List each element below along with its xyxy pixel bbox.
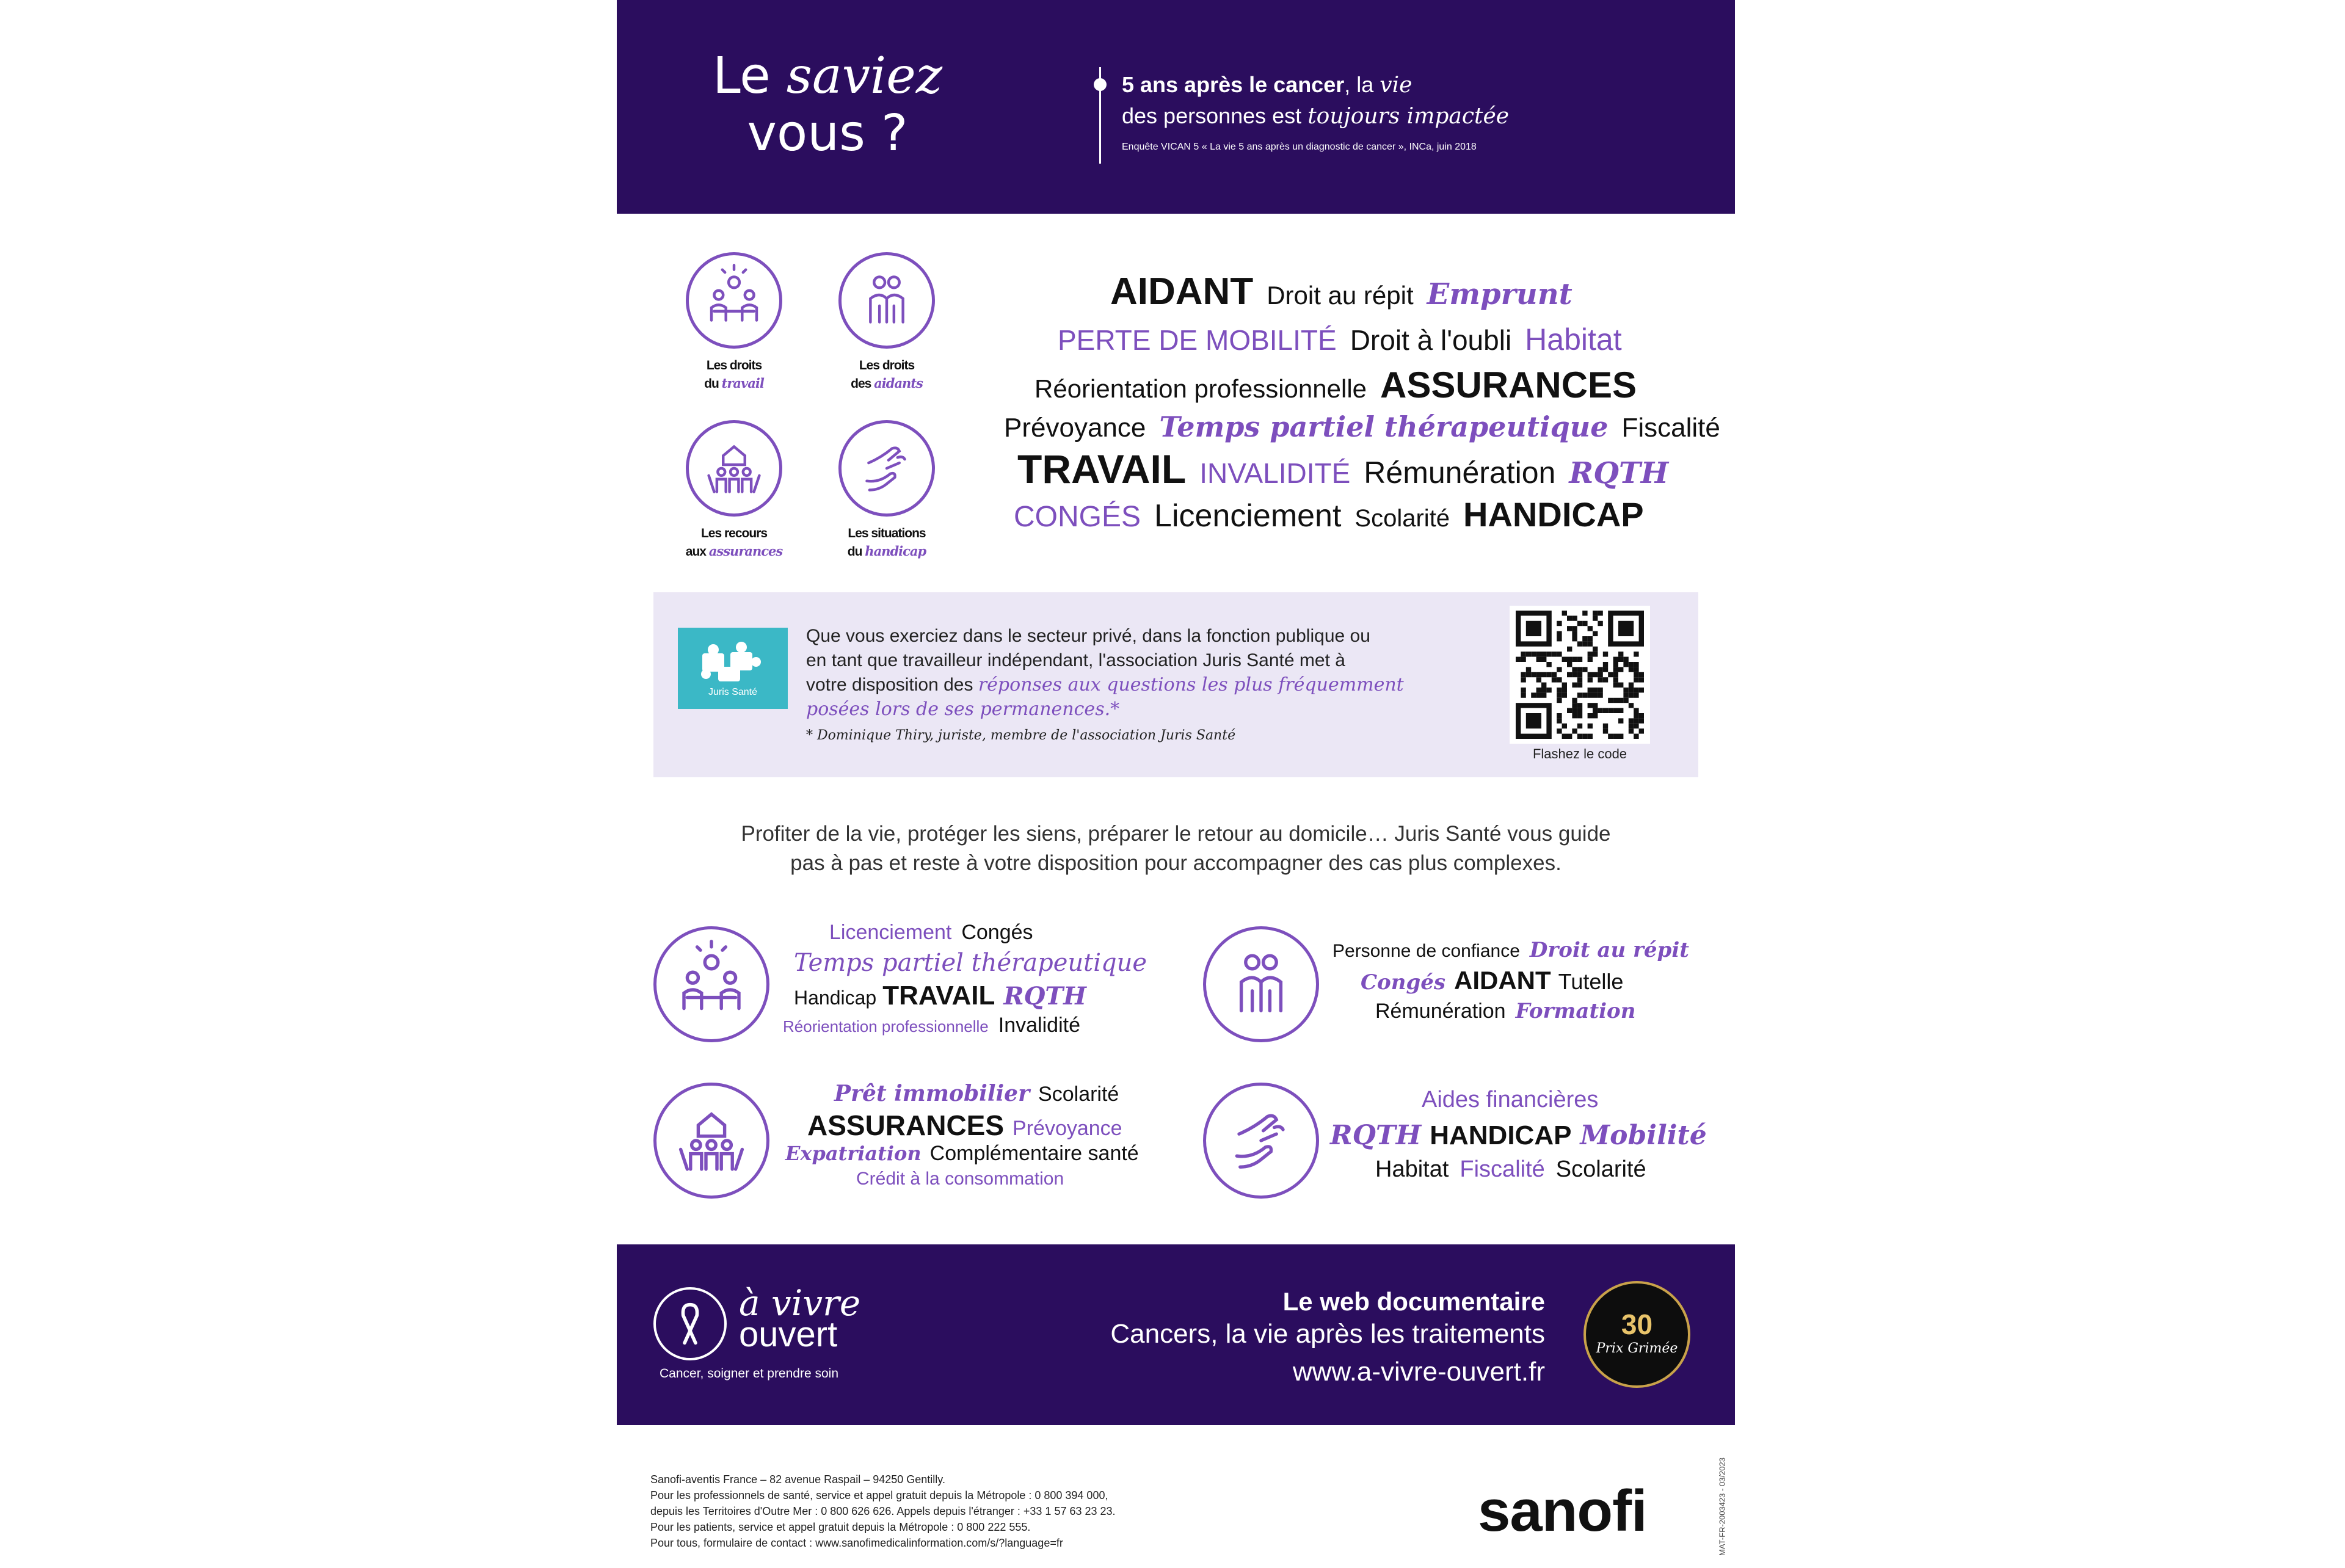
cluster-term: Tutelle (1558, 969, 1624, 994)
caption-prefix: du (847, 545, 865, 559)
word-cloud-line-2 (1058, 322, 1635, 357)
reference-text: MAT-FR-2003423 - 03/2023 (1717, 1457, 1727, 1556)
footer-line: Pour les patients, service et appel gratuit depuis la Métropole : 0 800 222 555. (650, 1521, 1031, 1533)
cluster-term: Prêt immobilier (834, 1081, 1030, 1106)
caregivers-icon (838, 252, 935, 349)
cluster-aidants-line-1 (1332, 938, 1703, 962)
word-cloud-term: Prévoyance (1004, 413, 1146, 443)
house-family-icon (686, 420, 782, 517)
cluster-term: Expatriation (785, 1142, 922, 1165)
award-badge (1583, 1281, 1690, 1388)
caregivers-icon (1203, 926, 1319, 1042)
caption-italic: travail (721, 376, 764, 391)
footer-line: Pour tous, formulaire de contact : www.sanofimedicalinformation.com/s/?language=fr (650, 1537, 1063, 1549)
juris-text-line: en tant que travailleur indépendant, l'association Juris Santé met à (806, 650, 1345, 670)
house-family-icon (653, 1083, 769, 1199)
cluster-aidants-line-2 (1361, 966, 1637, 995)
word-cloud-term: Droit à l'oubli (1350, 324, 1512, 356)
juris-footnote: * Dominique Thiry, juriste, membre de l'association Juris Santé (806, 728, 1236, 743)
cluster-term: Habitat (1375, 1156, 1449, 1182)
caption-prefix: des (851, 377, 874, 391)
workers-icon (653, 926, 769, 1042)
cluster-travail-line-2 (794, 949, 1160, 977)
juris-text-italic: posées lors de ses permanences.* (806, 699, 1120, 720)
brand-a-vivre: à vivre (739, 1282, 861, 1324)
qr-code-pattern (1516, 611, 1644, 739)
cluster-term: Personne de confiance (1332, 941, 1520, 961)
cluster-term: Droit au répit (1529, 938, 1689, 962)
cluster-handicap-line-1 (1422, 1087, 1612, 1113)
intro-paragraph (617, 819, 1735, 878)
word-cloud-term: Scolarité (1354, 505, 1450, 532)
cluster-term: Formation (1515, 999, 1636, 1023)
word-cloud-term: Rémunération (1364, 456, 1556, 490)
word-cloud-term: Fiscalité (1621, 413, 1720, 443)
stat-mid: , la (1344, 72, 1380, 97)
juris-logo-name: Juris Santé (708, 687, 758, 697)
footer-line: Pour les professionnels de santé, service et appel gratuit depuis la Métropole : 0 800 394 000, (650, 1489, 1108, 1501)
word-cloud-term: PERTE DE MOBILITÉ (1058, 324, 1337, 356)
caption-line: Les droits (859, 358, 915, 372)
cluster-term: Temps partiel thérapeutique (794, 949, 1147, 977)
juris-text-italic: réponses aux questions les plus fréquemment (978, 674, 1404, 695)
qr-label: Flashez le code (1532, 746, 1627, 761)
legal-footer (650, 1472, 1292, 1551)
qr-code[interactable] (1510, 606, 1650, 744)
cluster-term: Prévoyance (1013, 1117, 1122, 1140)
stat-line2-italic: toujours impactée (1307, 104, 1510, 129)
caption-prefix: aux (685, 545, 709, 559)
icon-caption-assurances (667, 524, 801, 561)
stat-line2: des personnes est (1122, 103, 1308, 128)
cluster-term: Licenciement (829, 921, 952, 944)
title-italic-word: saviez (786, 47, 943, 105)
caption-italic: handicap (865, 543, 926, 559)
juris-description (806, 624, 1441, 722)
word-cloud-term: RQTH (1569, 456, 1669, 490)
cluster-assurances-line-4 (856, 1169, 1077, 1189)
webdoc-url[interactable]: www.a-vivre-ouvert.fr (1292, 1357, 1545, 1387)
cluster-assurances-line-2 (807, 1109, 1136, 1142)
cluster-term: Crédit à la consommation (856, 1169, 1064, 1189)
cluster-term: TRAVAIL (882, 981, 995, 1011)
cluster-term: Rémunération (1375, 1000, 1506, 1023)
intro-line: Profiter de la vie, protéger les siens, préparer le retour au domicile… Juris Santé vous guide (741, 822, 1611, 846)
title-word: Le (712, 47, 771, 105)
word-cloud-term: TRAVAIL (1017, 446, 1187, 492)
word-cloud-line-1 (1110, 270, 1586, 313)
intro-line: pas à pas et reste à votre disposition pour accompagner des cas plus complexes. (790, 851, 1562, 875)
cluster-term: Congés (1361, 970, 1446, 995)
cluster-handicap-line-2 (1330, 1120, 1720, 1151)
cluster-term: Scolarité (1555, 1156, 1646, 1182)
caption-italic: aidants (874, 376, 923, 391)
cluster-assurances-line-1 (834, 1081, 1132, 1106)
word-cloud-term: Licenciement (1154, 498, 1342, 534)
cluster-term: RQTH (1330, 1120, 1422, 1151)
title-second-line: vous ? (747, 104, 908, 162)
workers-icon (686, 252, 782, 349)
reference-code (1710, 1447, 1734, 1563)
sanofi-logo: sanofi (1478, 1478, 1647, 1544)
cluster-term: AIDANT (1454, 966, 1551, 995)
cluster-term: Fiscalité (1460, 1156, 1545, 1182)
icon-caption-handicap (820, 524, 954, 561)
cluster-travail-line-3 (794, 981, 1100, 1011)
webdoc-subtitle: Cancers, la vie après les traitements (1110, 1319, 1545, 1349)
word-cloud-term: CONGÉS (1014, 501, 1141, 533)
brand-ouvert: ouvert (739, 1315, 838, 1354)
word-cloud-term: Droit au répit (1267, 281, 1414, 310)
word-cloud-term: HANDICAP (1463, 495, 1644, 534)
cluster-term: Scolarité (1038, 1083, 1119, 1106)
caption-italic: assurances (708, 543, 783, 559)
cluster-term: Invalidité (998, 1014, 1080, 1037)
word-cloud-term: AIDANT (1110, 270, 1254, 313)
cluster-term: RQTH (1003, 982, 1086, 1011)
cluster-aidants-line-3 (1375, 999, 1649, 1023)
webdoc-title: Le web documentaire (1282, 1287, 1545, 1316)
cluster-term: Complémentaire santé (929, 1142, 1139, 1165)
word-cloud-term: INVALIDITÉ (1199, 457, 1351, 489)
helping-hands-icon (838, 420, 935, 517)
word-cloud-term: Réorientation professionnelle (1034, 374, 1367, 403)
word-cloud-line-4 (1004, 410, 1734, 443)
ribbon-icon (653, 1287, 727, 1360)
word-cloud-term: Habitat (1525, 322, 1622, 357)
word-cloud-line-3 (1034, 364, 1650, 406)
source-citation: Enquête VICAN 5 « La vie 5 ans après un diagnostic de cancer », INCa, juin 2018 (1122, 142, 1477, 152)
award-text: Prix Grimée (1596, 1341, 1678, 1356)
word-cloud-line-5 (1017, 446, 1682, 492)
footer-line: Sanofi-aventis France – 82 avenue Raspail – 94250 Gentilly. (650, 1473, 945, 1486)
word-cloud-term: Emprunt (1427, 277, 1572, 311)
caption-line: Les droits (706, 358, 762, 372)
word-cloud-term: ASSURANCES (1380, 365, 1637, 405)
award-number: 30 (1621, 1308, 1653, 1340)
poster (617, 0, 1735, 1564)
cluster-term: HANDICAP (1430, 1120, 1572, 1150)
cluster-term: ASSURANCES (807, 1109, 1005, 1141)
stat-bold: 5 ans après le cancer (1122, 72, 1345, 97)
helping-hands-icon (1203, 1083, 1319, 1199)
brand-tagline: Cancer, soigner et prendre soin (660, 1367, 839, 1381)
cluster-term: Handicap (794, 987, 877, 1009)
caption-line: Les situations (848, 526, 926, 540)
juris-text-line: Que vous exerciez dans le secteur privé, dans la fonction publique ou (806, 626, 1370, 646)
caption-line: Les recours (700, 526, 768, 540)
icon-caption-aidants (820, 357, 954, 393)
juris-sante-logo (678, 628, 788, 709)
icon-caption-travail (667, 357, 801, 393)
stat-vie: vie (1380, 73, 1412, 98)
cluster-travail-line-1 (829, 921, 1047, 945)
cluster-handicap-line-3 (1375, 1156, 1660, 1183)
juris-text-line: votre disposition des (806, 675, 978, 695)
cluster-travail-line-4 (783, 1014, 1094, 1037)
cluster-term: Mobilité (1580, 1120, 1707, 1151)
divider-dot (1094, 78, 1107, 91)
caption-prefix: du (704, 377, 722, 391)
cluster-term: Aides financières (1422, 1087, 1599, 1112)
word-cloud-line-6 (1014, 495, 1657, 534)
cluster-term: Congés (961, 921, 1033, 944)
cluster-assurances-line-3 (785, 1142, 1152, 1166)
footer-line: depuis les Territoires d'Outre Mer : 0 800 626 626. Appels depuis l'étranger : +33 1 57 63 23 23. (650, 1505, 1116, 1517)
cluster-term: Réorientation professionnelle (783, 1017, 989, 1036)
page-title (690, 48, 965, 162)
headline-stat (1122, 70, 1659, 132)
word-cloud-term: Temps partiel thérapeutique (1159, 410, 1609, 443)
